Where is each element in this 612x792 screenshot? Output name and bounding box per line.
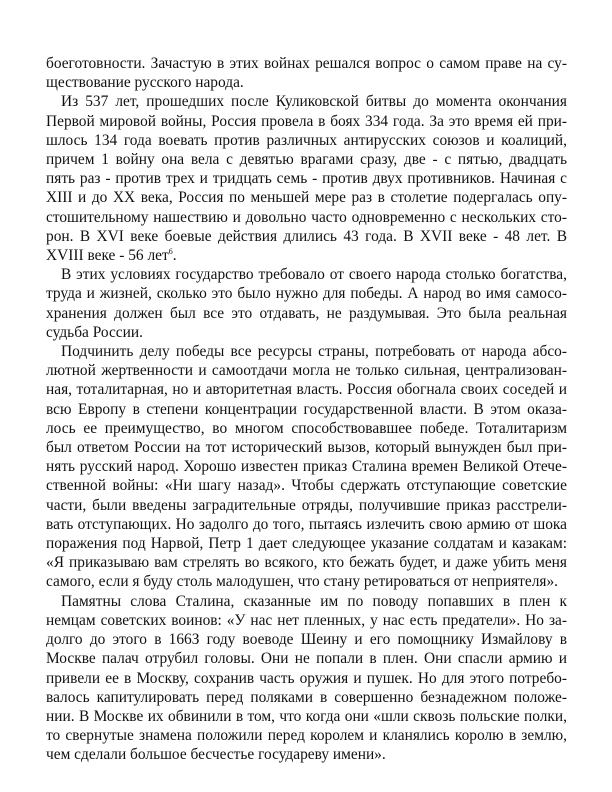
text-line: боеготовности. Зачастую в этих войнах решался вопрос о самом праве на су- [46,55,567,72]
text-line: Подчинить делу победы все ресурсы страны, потребовать от народа абсо- [61,343,567,361]
text-line: шлось 134 года воевать против различных антирусских союзов и коалиций, [46,131,567,149]
text-line: Первой мировой войны, Россия провела в боях 334 года. За это время ей при- [46,112,567,130]
text-line: Памятны слова Сталина, сказанные им по поводу попавших в плен к [61,592,567,610]
text-line: ществование русского народа. [46,74,244,92]
text-line: рон. В XVI веке боевые действия длились 43 года. В XVII веке - 48 лет. В [46,227,567,245]
text-line: нии. В Москве их обвинили в том, что когда они «шли сквозь польские полки, [46,707,567,725]
text-line: пять раз - против трех и тридцать семь - против двух противников. Начиная с [46,170,567,188]
body-text [46,54,567,765]
footnote-marker: 6 [168,247,173,257]
text-line: вать отступающих. Но задолго до того, пытаясь излечить свою армию от шока [46,515,567,533]
paragraph-3 [46,342,567,592]
paragraph-1 [46,92,567,265]
text-line: всю Европу в степени концентрации государственной власти. В этом оказа- [46,400,567,418]
text-line: валось капитулировать перед поляками в совершенно безнадежном положе- [46,688,567,706]
text-line: В этих условиях государство требовало от своего народа столько богатства, [61,266,567,284]
text-line-content: XVIII веке - 56 лет [46,247,169,265]
text-line: лось ее преимущество, во многом способствовавшее победе. Тоталитаризм [46,419,567,437]
text-line-with-footnote: XVIII веке - 56 лет$^6$. [46,247,177,265]
paragraph-4 [46,592,567,765]
text-line: чем сделали большое бесчестье государеву имени». [46,746,386,764]
text-line: ная, тоталитарная, но и авторитетная власть. Россия обогнала своих соседей и [46,381,567,399]
text-line: судьба России. [46,323,143,341]
text-line: причем 1 войну она вела с девятью врагами сразу, две - с пятью, двадцать [46,151,567,169]
text-line: был ответом России на тот исторический вызов, который вынужден был при- [46,439,567,457]
paragraph-0 [46,54,567,92]
text-line: Москве палач отрубил головы. Они не попали в плен. Они спасли армию и [46,650,567,668]
text-line: нять русский народ. Хорошо известен приказ Сталина времен Великой Отече- [46,458,567,476]
text-line: XIII и до XX века, Россия по меньшей мере раз в столетие подергалась опу- [46,189,567,207]
text-line: немцам советских воинов: «У нас нет пленных, у нас есть предатели». Но за- [46,611,567,629]
text-line: лютной жертвенности и самоотдачи могла не только сильная, централизован- [46,362,567,380]
text-line: части, были введены заградительные отряды, получившие приказ расстрели- [46,496,567,514]
text-line: привели ее в Москву, сохранив часть оружия и пушек. Но для этого потребо- [46,669,567,687]
text-line: труда и жизней, сколько это было нужно для победы. А народ во имя самосо- [46,285,567,303]
text-line: поражения под Нарвой, Петр 1 дает следующее указание солдатам и казакам: [46,535,567,553]
text-line: Из 537 лет, прошедших после Куликовской битвы до момента окончания [61,93,567,111]
text-line: хранения должен был все это отдавать, не раздумывая. Это была реальная [46,304,567,322]
text-line: то свернутые знамена положили перед королем и кланялись королю в землю, [46,727,567,745]
text-line: самого, если я буду столь малодушен, что стану ретироваться от неприятеля». [46,573,559,591]
text-line: ственной войны: «Ни шагу назад». Чтобы сдержать отступающие советские [46,477,567,495]
paragraph-2 [46,265,567,342]
text-line: долго до этого в 166З году воеводе Шеину и его помощнику Измайлову в [46,631,567,649]
text-line: стошительному нашествию и довольно часто одновременно с нескольких сто- [46,208,567,226]
text-line: «Я приказываю вам стрелять во всякого, кто бежать будет, и даже убить меня [46,554,567,572]
